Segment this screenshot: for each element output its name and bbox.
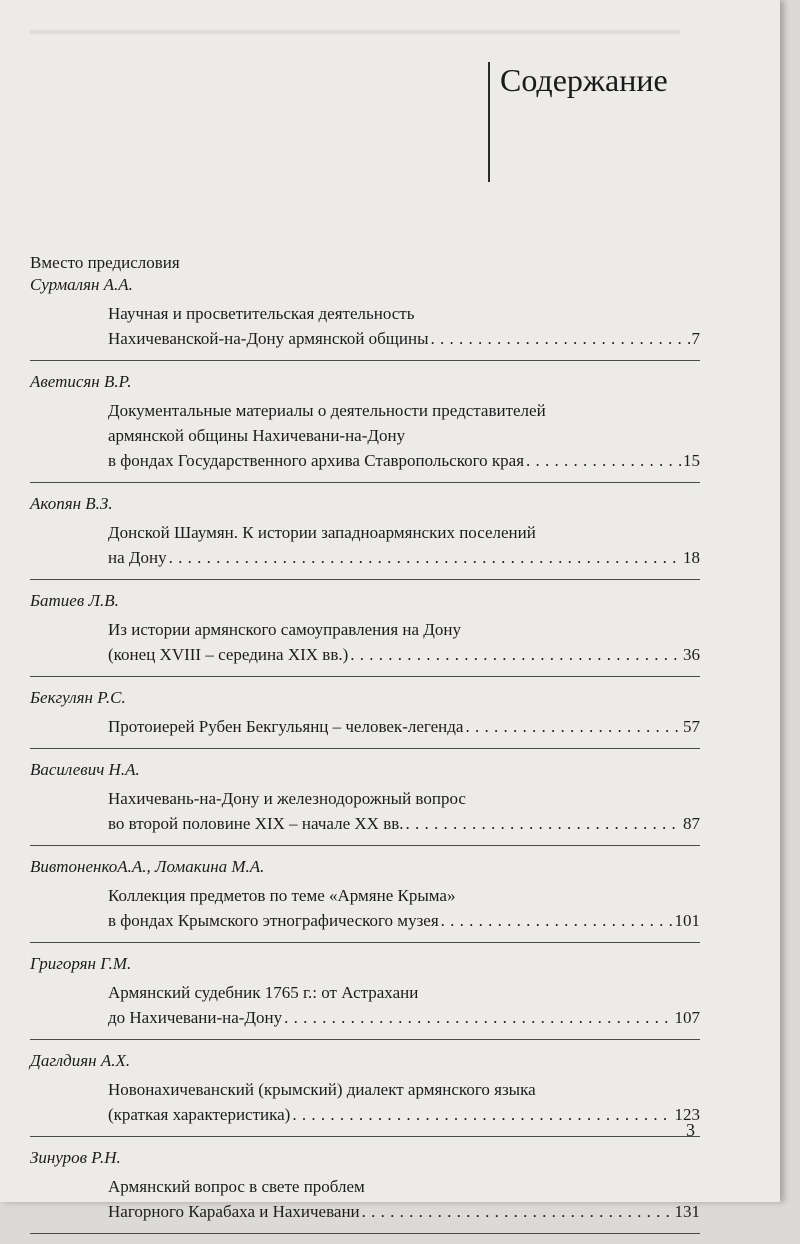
entry-title-block [30, 714, 700, 749]
entry-title-line: Новонахичеванский (крымский) диалект армянского языка [108, 1080, 536, 1099]
entry-page-number: 57 [683, 717, 700, 736]
entry-title-line: Нахичевань-на-Дону и железнодорожный вопрос [108, 789, 466, 808]
entry-author: Аветисян В.Р. [30, 372, 132, 391]
entry-last-line [108, 908, 700, 933]
entry-author: ВивтоненкоА.А., Ломакина М.А. [30, 857, 265, 876]
toc-entry [30, 1147, 700, 1234]
entry-page-number: 131 [674, 1202, 700, 1221]
entry-title-line: (краткая характеристика) [108, 1105, 291, 1124]
entry-last-line [108, 642, 700, 667]
entry-title-line: Нахичеванской-на-Дону армянской общины [108, 329, 429, 348]
entry-title-line: Коллекция предметов по теме «Армяне Крыма» [108, 886, 456, 905]
dot-leader [441, 908, 673, 933]
dot-leader [406, 811, 682, 836]
dot-leader [431, 326, 690, 351]
toc-entry [30, 371, 700, 483]
entry-title-line: Документальные материалы о деятельности представителей [108, 401, 546, 420]
dot-leader [284, 1005, 672, 1030]
entry-title-line: Научная и просветительская деятельность [108, 304, 415, 323]
entry-title-line: Армянский судебник 1765 г.: от Астрахани [108, 983, 419, 1002]
entry-title-line: Протоиерей Рубен Бекгульянц – человек-легенда [108, 717, 464, 736]
entry-last-line [108, 714, 700, 739]
entry-last-line [108, 1199, 700, 1224]
entry-page-number: 15 [683, 451, 700, 470]
title-rule [488, 62, 490, 182]
dot-leader [526, 448, 681, 473]
entry-last-line [108, 545, 700, 570]
entry-author: Зинуров Р.Н. [30, 1148, 121, 1167]
entry-author: Сурмалян А.А. [30, 275, 133, 294]
toc-entry [30, 274, 700, 361]
dot-leader [169, 545, 681, 570]
entry-author: Даглдиян А.Х. [30, 1051, 131, 1070]
entry-title-line: Донской Шаумян. К истории западноармянских поселений [108, 523, 536, 542]
preface-heading: Вместо предисловия [30, 253, 180, 272]
entry-last-line [108, 448, 700, 473]
toc-entries [30, 274, 700, 1234]
entry-title-block [30, 301, 700, 361]
entry-author: Григорян Г.М. [30, 954, 132, 973]
entry-title-block [30, 520, 700, 580]
toc-entry [30, 687, 700, 749]
entry-page-number: 7 [691, 329, 700, 348]
entry-page-number: 18 [683, 548, 700, 567]
toc-entry [30, 590, 700, 677]
entry-title-block [30, 617, 700, 677]
dot-leader [465, 714, 681, 739]
entry-page-number: 123 [674, 1105, 700, 1124]
page-title: Содержание [500, 62, 668, 98]
dot-leader [362, 1199, 673, 1224]
entry-title-line: Из истории армянского самоуправления на Дону [108, 620, 461, 639]
entry-author: Батиев Л.В. [30, 591, 119, 610]
entry-title-line: в фондах Крымского этнографического музея [108, 911, 439, 930]
entry-page-number: 36 [683, 645, 700, 664]
entry-last-line [108, 811, 700, 836]
entry-page-number: 101 [674, 911, 700, 930]
bleed-through-text [30, 30, 680, 34]
page-number: 3 [686, 1120, 695, 1140]
entry-title-line: до Нахичевани-на-Дону [108, 1008, 283, 1027]
toc-entry [30, 1050, 700, 1137]
toc-entry [30, 856, 700, 943]
entry-title-block [30, 398, 700, 483]
entry-title-block [30, 786, 700, 846]
entry-title-block [30, 883, 700, 943]
entry-title-block [30, 1174, 700, 1234]
entry-title-line: Нагорного Карабаха и Нахичевани [108, 1202, 360, 1221]
entry-page-number: 87 [683, 814, 700, 833]
entry-last-line [108, 326, 700, 351]
entry-last-line [108, 1005, 700, 1030]
entry-title-line: на Дону [108, 548, 167, 567]
toc-entry [30, 953, 700, 1040]
entry-title-block [30, 1077, 700, 1137]
entry-title-line: армянской общины Нахичевани-на-Дону [108, 426, 406, 445]
toc-entry [30, 759, 700, 846]
entry-page-number: 107 [674, 1008, 700, 1027]
dot-leader [350, 642, 681, 667]
entry-last-line [108, 1102, 700, 1127]
table-of-contents [30, 252, 700, 1244]
entry-title-block [30, 980, 700, 1040]
entry-author: Василевич Н.А. [30, 760, 140, 779]
entry-author: Бекгулян Р.С. [30, 688, 126, 707]
entry-title-line: (конец XVIII – середина XIX вв.) [108, 645, 349, 664]
entry-author: Акопян В.З. [30, 494, 113, 513]
toc-entry [30, 493, 700, 580]
entry-title-line: в фондах Государственного архива Ставропольского края [108, 451, 525, 470]
entry-title-line: во второй половине XIX – начале XX вв. [108, 814, 404, 833]
dot-leader [292, 1102, 672, 1127]
entry-title-line: Армянский вопрос в свете проблем [108, 1177, 365, 1196]
